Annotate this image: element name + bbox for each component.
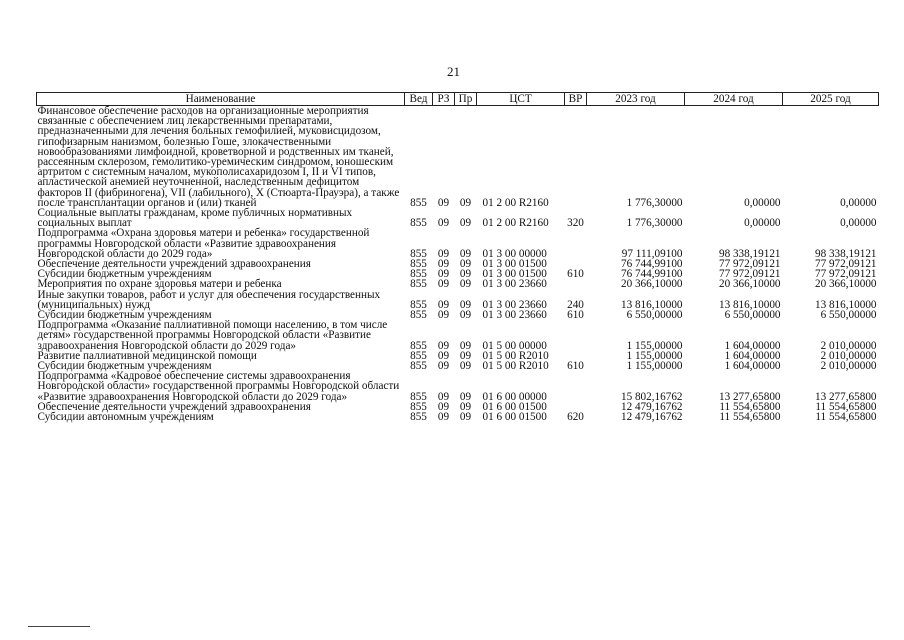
cell-rz: 09 <box>437 298 450 311</box>
cell-cst: 01 3 00 23660 <box>482 298 547 311</box>
header-2025: 2025 год <box>783 93 879 106</box>
cell-name: Обеспечение деятельности учреждений здравоохранения <box>37 258 311 271</box>
cell-2025: 77 972,09121 <box>814 258 877 271</box>
cell-rz: 09 <box>437 217 450 230</box>
cell-vr: 610 <box>567 360 584 373</box>
cell-ved: 855 <box>410 268 427 281</box>
cell-2023: 13 816,10000 <box>620 298 683 311</box>
cell-2025: 11 554,65800 <box>815 400 877 413</box>
cell-cst: 01 3 00 01500 <box>482 268 547 281</box>
cell-2024: 98 338,19121 <box>718 247 781 260</box>
cell-rz: 09 <box>437 360 450 373</box>
header-2024: 2024 год <box>685 93 783 106</box>
cell-cst: 01 5 00 R2010 <box>482 360 549 373</box>
cell-ved: 855 <box>410 400 427 413</box>
cell-pr: 09 <box>459 247 472 260</box>
header-ved: Вед <box>405 93 433 106</box>
header-rz: РЗ <box>433 93 455 106</box>
table-row <box>37 290 879 310</box>
table-header-row <box>37 93 879 106</box>
cell-2025: 77 972,09121 <box>814 268 877 281</box>
footer-line <box>28 626 90 627</box>
cell-2023: 1 155,00000 <box>626 339 683 352</box>
cell-ved: 855 <box>410 247 427 260</box>
cell-pr: 09 <box>459 390 472 403</box>
cell-name: Социальные выплаты гражданам, кроме публичных нормативных социальных выплат <box>37 207 353 230</box>
cell-rz: 09 <box>437 349 450 362</box>
cell-rz: 09 <box>437 196 450 209</box>
cell-pr: 09 <box>459 339 472 352</box>
cell-ved: 855 <box>410 349 427 362</box>
cell-rz: 09 <box>437 400 450 413</box>
cell-2025: 20 366,10000 <box>814 278 877 291</box>
cell-2024: 77 972,09121 <box>718 268 781 281</box>
cell-ved: 855 <box>410 411 427 424</box>
cell-ved: 855 <box>410 390 427 403</box>
cell-cst: 01 5 00 R2010 <box>482 349 549 362</box>
table-row <box>37 228 879 259</box>
cell-2023: 76 744,99100 <box>620 268 683 281</box>
cell-vr <box>565 106 587 209</box>
header-2023: 2023 год <box>587 93 685 106</box>
cell-rz: 09 <box>437 411 450 424</box>
cell-ved: 855 <box>410 309 427 322</box>
cell-2023: 20 366,10000 <box>620 278 683 291</box>
cell-cst: 01 3 00 01500 <box>482 258 547 271</box>
header-vr: ВР <box>565 93 587 106</box>
cell-cst: 01 5 00 00000 <box>482 339 547 352</box>
cell-pr: 09 <box>459 196 472 209</box>
cell-2024: 13 816,10000 <box>718 298 781 311</box>
header-name: Наименование <box>37 93 405 106</box>
cell-vr <box>565 279 587 289</box>
cell-2023: 12 479,16762 <box>620 411 683 424</box>
cell-pr: 09 <box>459 411 472 424</box>
cell-cst: 01 6 00 00000 <box>482 390 547 403</box>
cell-ved: 855 <box>410 339 427 352</box>
table-row <box>37 320 879 351</box>
cell-2023: 1 155,00000 <box>626 349 683 362</box>
cell-cst: 01 3 00 23660 <box>482 278 547 291</box>
cell-name: Субсидии бюджетным учреждениям <box>37 268 212 281</box>
cell-vr: 620 <box>567 411 584 424</box>
cell-2024: 1 604,00000 <box>724 339 781 352</box>
cell-name: Подпрограмма «Кадровое обеспечение системы здравоохранения Новгородской области» государственной программы Новгородской области «Развитие здравоохранения Новгородской области до 2029 года» <box>37 370 400 403</box>
cell-rz: 09 <box>437 258 450 271</box>
cell-pr: 09 <box>459 217 472 230</box>
cell-name: Субсидии автономным учреждениям <box>37 411 214 424</box>
cell-name: Подпрограмма «Охрана здоровья матери и ребенка» государственной программы Новгородской области «Развитие здравоохранения Новгородской области до 2029 года» <box>37 227 370 260</box>
table-body <box>37 106 879 423</box>
cell-pr: 09 <box>459 309 472 322</box>
cell-ved: 855 <box>410 298 427 311</box>
cell-pr: 09 <box>459 298 472 311</box>
cell-rz: 09 <box>437 339 450 352</box>
cell-2024: 11 554,65800 <box>719 400 781 413</box>
cell-vr <box>565 320 587 351</box>
cell-vr <box>565 228 587 259</box>
cell-ved: 855 <box>410 360 427 373</box>
cell-2025: 0,00000 <box>840 217 877 230</box>
cell-2023: 6 550,00000 <box>626 309 683 322</box>
page-number: 21 <box>447 64 460 79</box>
cell-cst: 01 3 00 23660 <box>482 309 547 322</box>
cell-2024: 0,00000 <box>744 217 781 230</box>
cell-pr: 09 <box>459 360 472 373</box>
cell-2025: 2 010,00000 <box>820 339 877 352</box>
header-cst: ЦСТ <box>477 93 565 106</box>
table-row <box>37 412 879 422</box>
cell-2023: 12 479,16762 <box>620 400 683 413</box>
cell-rz: 09 <box>437 247 450 260</box>
cell-vr: 610 <box>567 268 584 281</box>
cell-ved: 855 <box>410 196 427 209</box>
cell-cst: 01 2 00 R2160 <box>482 217 549 230</box>
cell-2025: 0,00000 <box>840 196 877 209</box>
cell-pr: 09 <box>459 278 472 291</box>
cell-vr <box>565 371 587 402</box>
cell-rz: 09 <box>437 278 450 291</box>
cell-2023: 1 155,00000 <box>626 360 683 373</box>
cell-name: Субсидии бюджетным учреждениям <box>37 360 212 373</box>
cell-name: Подпрограмма «Оказание паллиативной помощи населению, в том числе детям» государственной программы Новгородской области «Развитие здравоохранения Новгородской области до 2029 года» <box>37 319 388 352</box>
cell-2025: 13 277,65800 <box>814 390 877 403</box>
cell-ved: 855 <box>410 278 427 291</box>
cell-cst: 01 6 00 01500 <box>482 400 547 413</box>
cell-rz: 09 <box>437 268 450 281</box>
cell-ved: 855 <box>410 258 427 271</box>
cell-name: Мероприятия по охране здоровья матери и ребенка <box>37 278 282 291</box>
cell-2025: 6 550,00000 <box>820 309 877 322</box>
cell-vr: 610 <box>567 309 584 322</box>
table-row <box>37 208 879 228</box>
cell-cst: 01 2 00 R2160 <box>482 196 549 209</box>
cell-2025: 11 554,65800 <box>815 411 877 424</box>
cell-2024: 1 604,00000 <box>724 349 781 362</box>
cell-pr: 09 <box>459 400 472 413</box>
cell-pr: 09 <box>459 349 472 362</box>
cell-2025: 2 010,00000 <box>820 349 877 362</box>
cell-cst: 01 6 00 01500 <box>482 411 547 424</box>
cell-rz: 09 <box>437 309 450 322</box>
cell-pr: 09 <box>459 258 472 271</box>
cell-2023: 1 776,30000 <box>626 217 683 230</box>
cell-ved: 855 <box>410 217 427 230</box>
cell-name: Финансовое обеспечение расходов на организационные мероприятия связанные с обеспечением лиц лекарственными препаратами, предназначенными для лечения больных гемофилией, муковисцидозом, гипофизарным нанизмом, болезнью Гоше, злокачественными новообразованиями лимфоидной, кроветворной и родственных им тканей, рассеянным склерозом, гемолитико-уремическим синдромом, юношеским артритом с системным началом, мукополисахаридозом I, II и VI типов, апластической анемией неуточненной, наследственным дефицитом факторов II (фибриногена), VII (лабильного), X (Стюарта-Прауэра), а также после трансплантации органов и (или) тканей <box>37 105 400 209</box>
cell-2023: 97 111,09100 <box>621 247 683 260</box>
cell-cst: 01 3 00 00000 <box>482 247 547 260</box>
budget-table <box>36 92 879 422</box>
cell-2024: 13 277,65800 <box>718 390 781 403</box>
cell-2024: 11 554,65800 <box>719 411 781 424</box>
cell-2023: 1 776,30000 <box>626 196 683 209</box>
cell-2025: 2 010,00000 <box>820 360 877 373</box>
cell-2024: 77 972,09121 <box>718 258 781 271</box>
cell-2024: 0,00000 <box>744 196 781 209</box>
cell-vr: 320 <box>567 217 584 230</box>
cell-2024: 20 366,10000 <box>718 278 781 291</box>
cell-2025: 13 816,10000 <box>814 298 877 311</box>
cell-2024: 6 550,00000 <box>724 309 781 322</box>
cell-name: Субсидии бюджетным учреждениям <box>37 309 212 322</box>
header-pr: Пр <box>455 93 477 106</box>
cell-name: Иные закупки товаров, работ и услуг для обеспечения государственных (муниципальных) нужд <box>37 288 381 311</box>
table-row <box>37 106 879 209</box>
cell-name: Развитие паллиативной медицинской помощи <box>37 349 257 362</box>
cell-2023: 15 802,16762 <box>620 390 683 403</box>
cell-rz: 09 <box>437 390 450 403</box>
cell-name: Обеспечение деятельности учреждений здравоохранения <box>37 400 311 413</box>
cell-2024: 1 604,00000 <box>724 360 781 373</box>
cell-2025: 98 338,19121 <box>814 247 877 260</box>
cell-pr: 09 <box>459 268 472 281</box>
table-row <box>37 371 879 402</box>
cell-2023: 76 744,99100 <box>620 258 683 271</box>
cell-vr: 240 <box>567 298 584 311</box>
